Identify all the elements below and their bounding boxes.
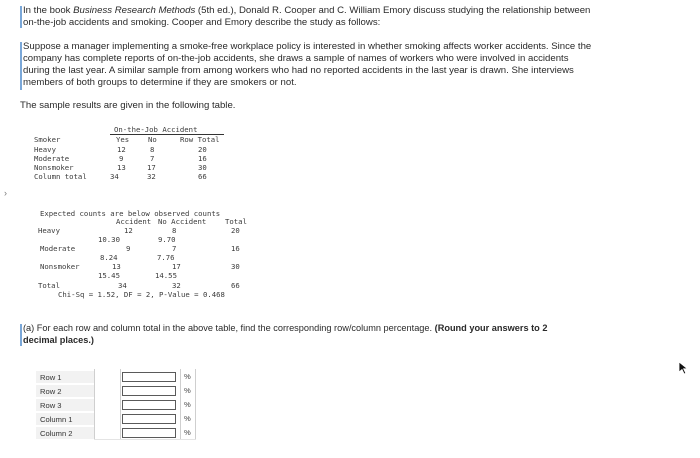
quote-line-4: members of both groups to determine if they are smokers or not. bbox=[23, 77, 297, 88]
question-text: (a) For each row and column total in the above table, find the corresponding row/column percentage. bbox=[23, 323, 433, 333]
table2-cell: 16 bbox=[231, 244, 240, 253]
table1-row-label: Nonsmoker bbox=[34, 163, 74, 172]
table2-cell: 14.55 bbox=[155, 271, 177, 280]
table1-cell: 34 bbox=[110, 172, 119, 181]
table2-cell: 7.76 bbox=[157, 253, 175, 262]
table2-cell: 17 bbox=[172, 262, 181, 271]
table2-header: Expected counts are below observed counts bbox=[40, 209, 221, 218]
row-2-percent-input[interactable] bbox=[122, 386, 176, 396]
quote-line-2: company has complete reports of on-the-job accidents, she draws a sample of names of workers who were involved in accidents bbox=[23, 53, 569, 64]
table1-col-total: Row Total bbox=[180, 135, 220, 144]
quote-line-1: Suppose a manager implementing a smoke-free workplace policy is interested in whether smoking affects worker accidents. Since the bbox=[23, 41, 592, 52]
chevron-right-icon: › bbox=[4, 188, 7, 198]
percent-sign: % bbox=[184, 414, 191, 423]
intro-line-1-post: (5th ed.), Donald R. Cooper and C. William Emory discuss studying the relationship between bbox=[195, 5, 591, 16]
table2-total-label: Total bbox=[38, 281, 60, 290]
grid-divider bbox=[195, 369, 196, 439]
row-3-percent-input[interactable] bbox=[122, 400, 176, 410]
table2-col-accident: Accident bbox=[116, 217, 152, 226]
table2-cell: 8 bbox=[172, 226, 177, 235]
table1-cell: 66 bbox=[198, 172, 207, 181]
grid-divider bbox=[94, 369, 95, 439]
intro-line-2: on-the-job accidents and smoking. Cooper and Emory describe the study as follows: bbox=[23, 17, 381, 28]
percent-sign: % bbox=[184, 428, 191, 437]
table1-cell: 8 bbox=[150, 145, 155, 154]
table2-cell: 9.70 bbox=[158, 235, 176, 244]
table1-cell: 16 bbox=[198, 154, 207, 163]
answer-row-label: Row 1 bbox=[36, 371, 94, 384]
sample-intro: The sample results are given in the following table. bbox=[20, 100, 236, 111]
table2-total-cell: 66 bbox=[231, 281, 240, 290]
table2-col-total: Total bbox=[225, 217, 247, 226]
table1-title: On-the-Job Accident bbox=[114, 125, 198, 134]
intro-line-1 bbox=[23, 5, 590, 17]
question-rounding-note: (Round your answers to 2 bbox=[434, 323, 548, 333]
table2-cell: 8.24 bbox=[100, 253, 118, 262]
paragraph-left-border bbox=[20, 6, 22, 28]
question-line-2 bbox=[23, 335, 94, 347]
table2-total-cell: 32 bbox=[172, 281, 181, 290]
row-1-percent-input[interactable] bbox=[122, 372, 176, 382]
table1-row-label: Heavy bbox=[34, 145, 56, 154]
table2-row-label: Moderate bbox=[40, 244, 76, 253]
table1-cell: 7 bbox=[150, 154, 155, 163]
table1-cell: 17 bbox=[147, 163, 156, 172]
column-1-percent-input[interactable] bbox=[122, 414, 176, 424]
table1-cell: 9 bbox=[119, 154, 124, 163]
table2-total-cell: 34 bbox=[118, 281, 127, 290]
column-2-percent-input[interactable] bbox=[122, 428, 176, 438]
table1-cell: 32 bbox=[147, 172, 156, 181]
table1-col-no: No bbox=[148, 135, 157, 144]
table1-cell: 12 bbox=[117, 145, 126, 154]
table1-col-smoker: Smoker bbox=[34, 135, 61, 144]
chi-square-result: Chi-Sq = 1.52, DF = 2, P-Value = 0.468 bbox=[58, 290, 225, 299]
table2-cell: 7 bbox=[172, 244, 177, 253]
mouse-cursor-icon bbox=[678, 361, 690, 375]
answer-row-label: Row 2 bbox=[36, 385, 94, 398]
table1-cell: 20 bbox=[198, 145, 207, 154]
grid-divider bbox=[120, 369, 121, 439]
table1-row-label: Moderate bbox=[34, 154, 70, 163]
table2-cell: 12 bbox=[124, 226, 133, 235]
table2-cell: 10.30 bbox=[98, 235, 120, 244]
table2-row-label: Heavy bbox=[38, 226, 60, 235]
answer-row-label: Column 1 bbox=[36, 413, 94, 426]
table1-row-label: Column total bbox=[34, 172, 87, 181]
table1-cell: 13 bbox=[117, 163, 126, 172]
grid-divider bbox=[180, 369, 181, 439]
book-title: Business Research Methods bbox=[73, 5, 196, 16]
table2-cell: 9 bbox=[126, 244, 131, 253]
percent-sign: % bbox=[184, 400, 191, 409]
question-line-1 bbox=[23, 323, 547, 335]
question-left-border bbox=[20, 324, 22, 346]
table2-cell: 30 bbox=[231, 262, 240, 271]
table1-col-yes: Yes bbox=[116, 135, 130, 144]
quote-line-3: during the last year. A similar sample from among workers who had no reported accidents in the last year is drawn. She interviews bbox=[23, 65, 574, 76]
table1-cell: 30 bbox=[198, 163, 207, 172]
percent-sign: % bbox=[184, 386, 191, 395]
answer-row-label: Column 2 bbox=[36, 427, 94, 440]
table2-cell: 13 bbox=[112, 262, 121, 271]
table2-cell: 20 bbox=[231, 226, 240, 235]
intro-line-1-pre: In the book bbox=[23, 5, 74, 16]
question-rounding-note-cont: decimal places.) bbox=[23, 335, 94, 345]
answer-row-label: Row 3 bbox=[36, 399, 94, 412]
quote-left-border bbox=[20, 42, 22, 90]
table2-col-no-accident: No Accident bbox=[158, 217, 207, 226]
percent-sign: % bbox=[184, 372, 191, 381]
table2-row-label: Nonsmoker bbox=[40, 262, 80, 271]
table2-cell: 15.45 bbox=[98, 271, 120, 280]
